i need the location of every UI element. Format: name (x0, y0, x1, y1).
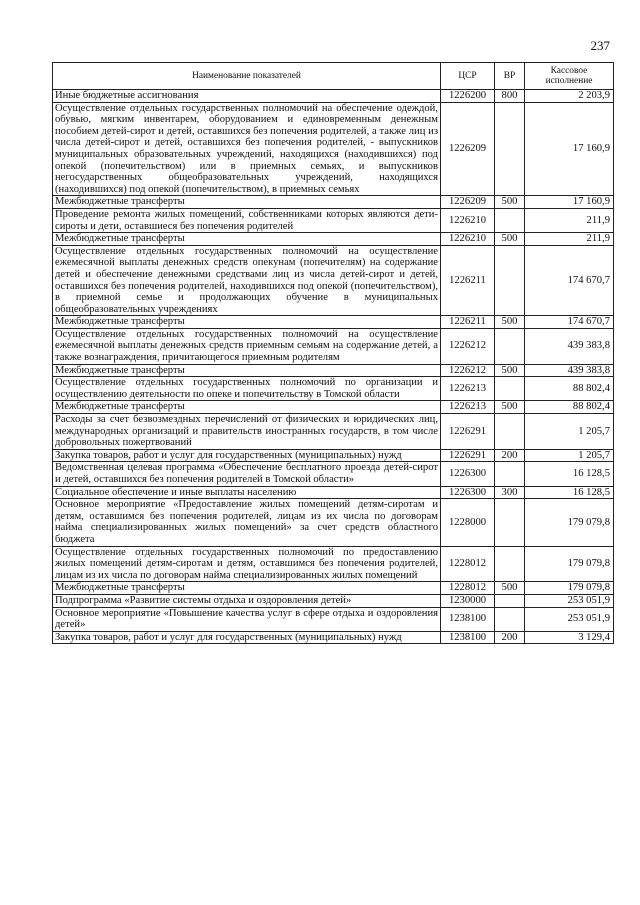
row-name: Основное мероприятие «Предоставление жилых помещений детям-сиротам и детям, оставшимся без попечения родителей, лицам из их числа по договорам найма специализированных жилых помещений» за счет средств областного бюджета (53, 499, 441, 546)
table-header (53, 63, 614, 90)
table-row (53, 233, 614, 246)
row-vr: 500 (495, 364, 525, 377)
row-vr: 300 (495, 486, 525, 499)
row-csr: 1226300 (441, 462, 495, 486)
row-vr (495, 208, 525, 232)
table-row (53, 594, 614, 607)
table-row (53, 462, 614, 486)
row-vr: 500 (495, 582, 525, 595)
row-amount: 179 079,8 (525, 582, 614, 595)
row-vr: 500 (495, 196, 525, 209)
row-name: Закупка товаров, работ и услуг для государственных (муниципальных) нужд (53, 449, 441, 462)
table-body (53, 90, 614, 644)
row-vr: 500 (495, 233, 525, 246)
row-csr: 1230000 (441, 594, 495, 607)
row-csr: 1226291 (441, 414, 495, 450)
header-vr: ВР (495, 63, 525, 90)
table-row (53, 208, 614, 232)
row-amount: 3 129,4 (525, 631, 614, 644)
row-vr (495, 328, 525, 364)
row-vr (495, 414, 525, 450)
row-amount: 174 670,7 (525, 316, 614, 329)
budget-table (52, 62, 614, 644)
row-amount: 253 051,9 (525, 594, 614, 607)
row-amount: 88 802,4 (525, 401, 614, 414)
row-vr: 500 (495, 401, 525, 414)
row-csr: 1226213 (441, 377, 495, 401)
row-name: Социальное обеспечение и иные выплаты населению (53, 486, 441, 499)
table-row (53, 316, 614, 329)
row-csr: 1226212 (441, 328, 495, 364)
row-vr: 800 (495, 90, 525, 103)
row-csr: 1226210 (441, 208, 495, 232)
row-vr: 200 (495, 449, 525, 462)
row-name: Закупка товаров, работ и услуг для государственных (муниципальных) нужд (53, 631, 441, 644)
table-row (53, 607, 614, 631)
table-row (53, 414, 614, 450)
row-vr (495, 377, 525, 401)
row-csr: 1226212 (441, 364, 495, 377)
row-amount: 211,9 (525, 208, 614, 232)
row-name: Иные бюджетные ассигнования (53, 90, 441, 103)
row-vr (495, 607, 525, 631)
row-name: Межбюджетные трансферты (53, 196, 441, 209)
table-row (53, 486, 614, 499)
table-row (53, 377, 614, 401)
row-csr: 1226291 (441, 449, 495, 462)
row-amount: 179 079,8 (525, 546, 614, 582)
row-amount: 17 160,9 (525, 102, 614, 196)
row-vr (495, 546, 525, 582)
header-amount: Кассовое исполнение (525, 63, 614, 90)
row-csr: 1226213 (441, 401, 495, 414)
table-row (53, 90, 614, 103)
row-amount: 179 079,8 (525, 499, 614, 546)
row-name: Осуществление отдельных государственных полномочий на осуществление ежемесячной выплаты денежных средств приемным семьям на содержание детей, а также вознаграждения, причитающегося приемным родителям (53, 328, 441, 364)
table-row (53, 631, 614, 644)
row-csr: 1226211 (441, 245, 495, 316)
row-vr (495, 102, 525, 196)
table-row (53, 499, 614, 546)
table-row (53, 196, 614, 209)
row-csr: 1228000 (441, 499, 495, 546)
row-amount: 439 383,8 (525, 364, 614, 377)
row-amount: 1 205,7 (525, 414, 614, 450)
row-amount: 88 802,4 (525, 377, 614, 401)
table-row (53, 364, 614, 377)
table-row (53, 401, 614, 414)
row-name: Межбюджетные трансферты (53, 401, 441, 414)
table-row (53, 245, 614, 316)
row-csr: 1226210 (441, 233, 495, 246)
row-vr: 500 (495, 316, 525, 329)
row-vr (495, 594, 525, 607)
row-amount: 253 051,9 (525, 607, 614, 631)
row-csr: 1226300 (441, 486, 495, 499)
row-csr: 1238100 (441, 607, 495, 631)
header-csr: ЦСР (441, 63, 495, 90)
table-row (53, 102, 614, 196)
row-csr: 1226209 (441, 102, 495, 196)
row-vr (495, 462, 525, 486)
row-name: Подпрограмма «Развитие системы отдыха и оздоровления детей» (53, 594, 441, 607)
row-amount: 174 670,7 (525, 245, 614, 316)
table-row (53, 328, 614, 364)
row-name: Расходы за счет безвозмездных перечислений от физических и юридических лиц, международных организаций и правительств иностранных государств, в том числе добровольных пожертвований (53, 414, 441, 450)
row-name: Проведение ремонта жилых помещений, собственниками которых являются дети-сироты и дети, оставшиеся без попечения родителей (53, 208, 441, 232)
row-csr: 1228012 (441, 582, 495, 595)
row-amount: 16 128,5 (525, 462, 614, 486)
row-amount: 439 383,8 (525, 328, 614, 364)
row-name: Межбюджетные трансферты (53, 582, 441, 595)
row-csr: 1226211 (441, 316, 495, 329)
row-amount: 211,9 (525, 233, 614, 246)
row-csr: 1226200 (441, 90, 495, 103)
row-csr: 1228012 (441, 546, 495, 582)
header-name: Наименование показателей (53, 63, 441, 90)
row-amount: 17 160,9 (525, 196, 614, 209)
row-amount: 1 205,7 (525, 449, 614, 462)
row-name: Осуществление отдельных государственных полномочий по организации и осуществлению деятельности по опеке и попечительству в Томской области (53, 377, 441, 401)
row-name: Межбюджетные трансферты (53, 364, 441, 377)
table-row (53, 449, 614, 462)
page-number: 237 (590, 38, 610, 53)
row-csr: 1238100 (441, 631, 495, 644)
row-csr: 1226209 (441, 196, 495, 209)
row-name: Основное мероприятие «Повышение качества услуг в сфере отдыха и оздоровления детей» (53, 607, 441, 631)
row-name: Межбюджетные трансферты (53, 316, 441, 329)
row-name: Осуществление отдельных государственных полномочий на осуществление ежемесячной выплаты денежных средств опекунам (попечителям) на содержание детей и обеспечение денежными средствами лиц из числа детей-сирот и детей, оставшихся без попечения родителей, находившихся под опекой (попечительством), в приемной семье и продолжающих обучение в муниципальных общеобразовательных учреждениях (53, 245, 441, 316)
table-row (53, 582, 614, 595)
row-name: Ведомственная целевая программа «Обеспечение бесплатного проезда детей-сирот и детей, оставшихся без попечения родителей в Томской области» (53, 462, 441, 486)
row-name: Осуществление отдельных государственных полномочий по предоставлению жилых помещений детям-сиротам и детям, оставшимся без попечения родителей, лицам из их числа по договорам найма специализированных жилых помещений (53, 546, 441, 582)
row-name: Межбюджетные трансферты (53, 233, 441, 246)
row-amount: 16 128,5 (525, 486, 614, 499)
row-vr: 200 (495, 631, 525, 644)
row-amount: 2 203,9 (525, 90, 614, 103)
row-vr (495, 245, 525, 316)
table-row (53, 546, 614, 582)
row-name: Осуществление отдельных государственных полномочий на обеспечение одеждой, обувью, мягким инвентарем, оборудованием и единовременным денежным пособием детей-сирот и детей, оставшихся без попечения родителей, а также лиц из числа детей-сирот и детей, оставшихся без попечения родителей, - выпускников муниципальных образовательных учреждений, находящихся (находившихся) под опекой (попечительством) или в приемных семьях, и выпускников негосударственных общеобразовательных учреждений, находящихся (находившихся) под опекой (попечительством), в приемных семьях (53, 102, 441, 196)
row-vr (495, 499, 525, 546)
